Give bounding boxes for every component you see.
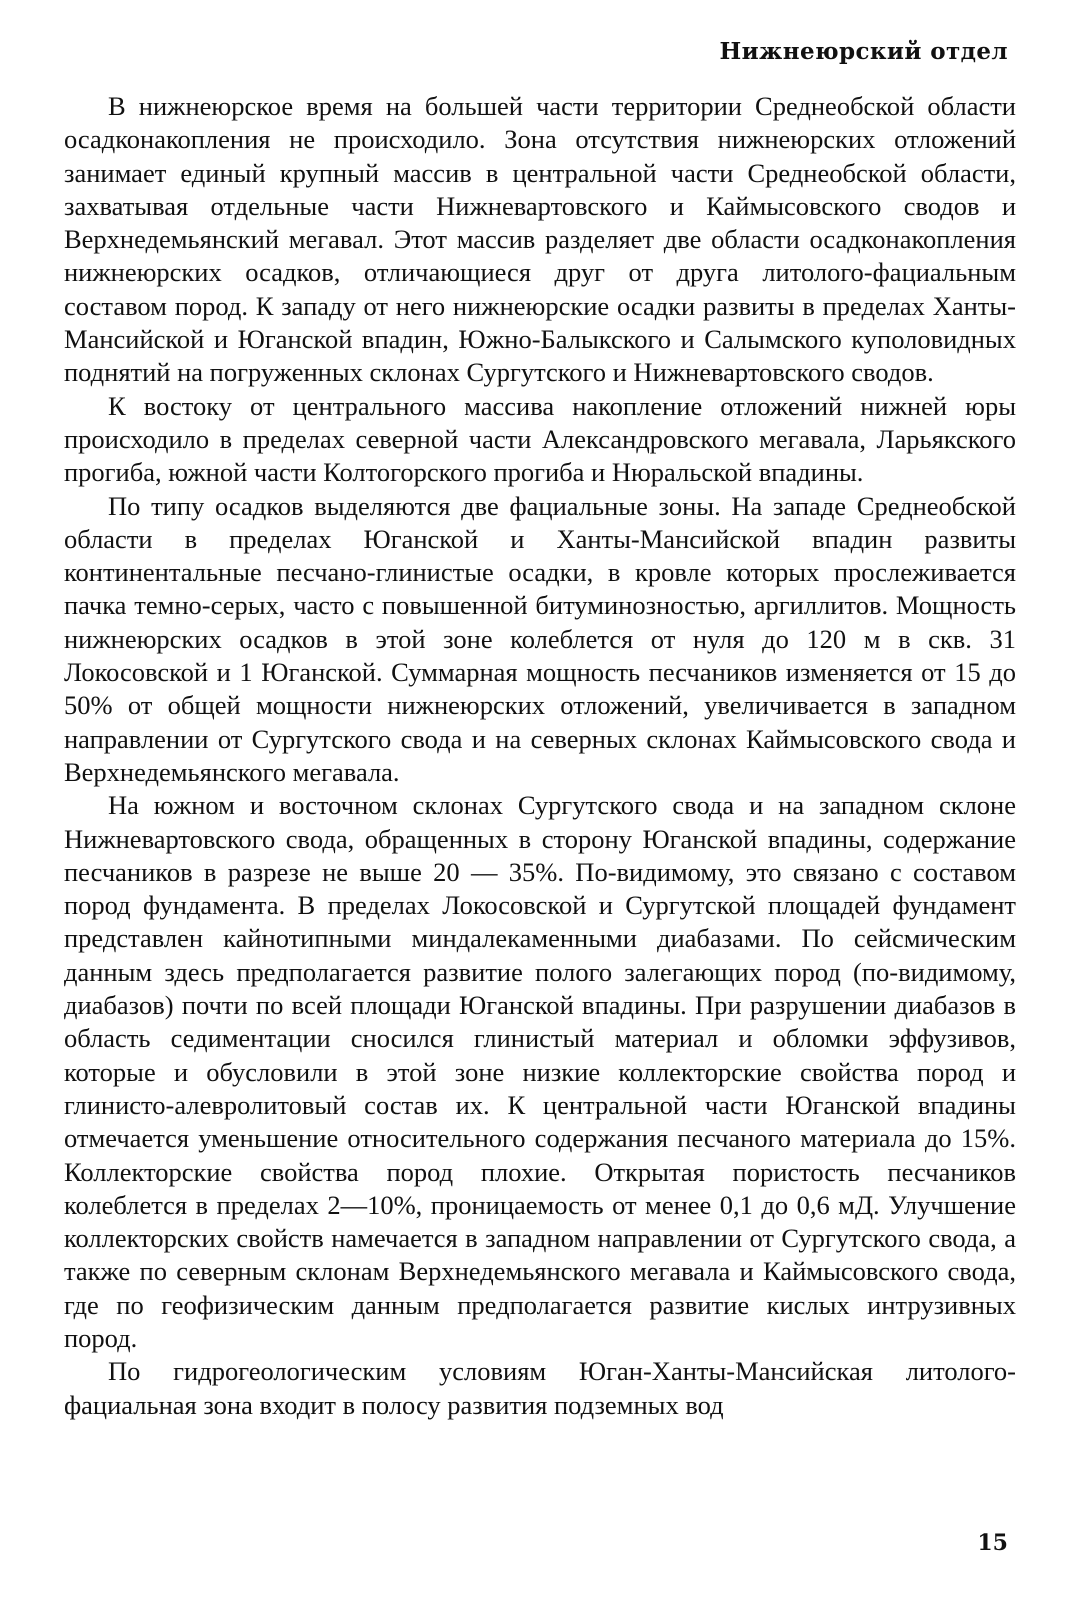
body-text [64,90,1016,1422]
paragraph: По типу осадков выделяются две фациальные зоны. На западе Среднеобской области в пределах Юганской и Ханты-Мансийской впадин развиты континентальные песчано-глинистые осадки, в кровле которых прослеживается пачка темно-серых, часто с повышенной битуминозностью, аргиллитов. Мощность нижнеюрских осадков в этой зоне колеблется от нуля до 120 м в скв. 31 Локосовской и 1 Юганской. Суммарная мощность песчаников изменяется от 15 до 50% от общей мощности нижнеюрских отложений, увеличивается в западном направлении от Сургутского свода и на северных склонах Каймысовского свода и Верхнедемьянского мегавала. [64,490,1016,787]
page-number: 15 [977,1530,1008,1556]
paragraph: В нижнеюрское время на большей части территории Среднеобской области осадконакопления не происходило. Зона отсутствия нижнеюрских отложений занимает единый крупный массив в центральной части Среднеобской области, захватывая отдельные части Нижневартовского и Каймысовского сводов и Верхнедемьянский мегавал. Этот массив разделяет две области осадконакопления нижнеюрских осадков, отличающиеся друг от друга литолого-фациальным составом пород. К западу от него нижнеюрские осадки развиты в пределах Ханты-Мансийской и Юганской впадин, Южно-Балыкского и Салымского куполовидных поднятий на погруженных склонах Сургутского и Нижневартовского сводов. [64,91,1016,388]
paragraph: По гидрогеологическим условиям Юган-Ханты-Мансийская литолого-фациальная зона входит в полосу развития подземных вод [64,1356,1016,1420]
paragraph: К востоку от центрального массива накопление отложений нижней юры происходило в пределах северной части Александровского мегавала, Ларьякского прогиба, южной части Колтогорского прогиба и Нюральской впадины. [64,390,1016,488]
paragraph: На южном и восточном склонах Сургутского свода и на западном склоне Нижневартовского свода, обращенных в сторону Юганской впадины, содержание песчаников в разрезе не выше 20 — 35%. По-видимому, это связано с составом пород фундамента. В пределах Локосовской и Сургутской площадей фундамент представлен кайнотипными миндалекаменными диабазами. По сейсмическим данным здесь предполагается развитие полого залегающих пород (по-видимому, диабазов) почти по всей площади Юганской впадины. При разрушении диабазов в область седиментации сносился глинистый материал и обломки эффузивов, которые и обусловили в этой зоне низкие коллекторские свойства пород и глинисто-алевролитовый состав их. К центральной части Юганской впадины отмечается уменьшение относительного содержания песчаного материала до 15%. Коллекторские свойства пород плохие. Открытая пористость песчаников колеблется в пределах 2—10%, проницаемость от менее 0,1 до 0,6 мД. Улучшение коллекторских свойств намечается в западном направлении от Сургутского свода, а также по северным склонам Верхнедемьянского мегавала и Каймысовского свода, где по геофизическим данным предполагается развитие кислых интрузивных пород. [64,790,1016,1353]
section-heading: Нижнеюрский отдел [719,38,1008,65]
